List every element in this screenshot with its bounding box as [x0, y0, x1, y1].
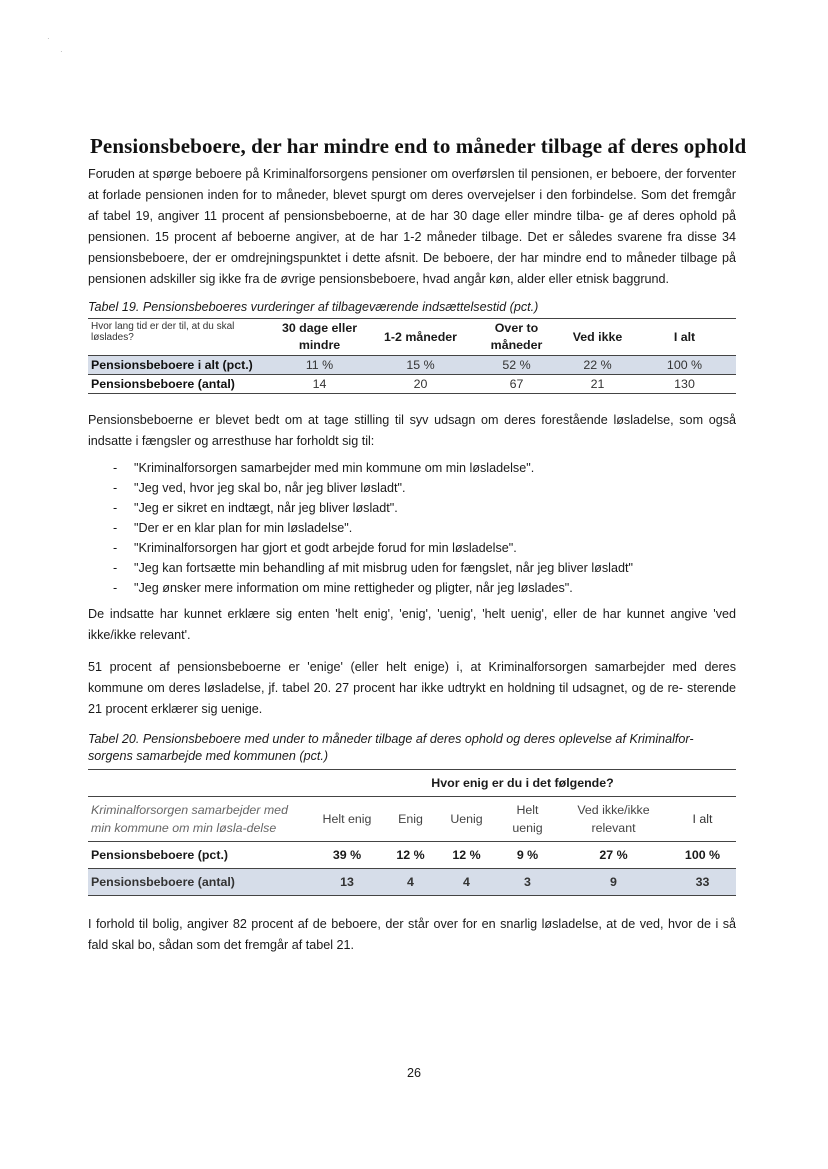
table-cell: 22 %	[562, 356, 633, 375]
page-content	[88, 134, 747, 956]
table20-header-row	[88, 797, 736, 842]
table-cell: 39 %	[332, 848, 362, 862]
table-cell: 130	[674, 377, 695, 391]
table19-header-row	[88, 319, 736, 356]
table-cell: 12 %	[396, 848, 425, 862]
list-item: - "Jeg er sikret en indtægt, når jeg bliver løsladt".	[113, 501, 398, 515]
table-cell: 12 %	[452, 848, 481, 862]
table-row	[88, 869, 736, 896]
table20-col-header: Enig	[398, 812, 423, 826]
table-19	[88, 318, 736, 394]
table20-col-header: Ved ikke/ikke relevant	[577, 803, 650, 835]
table-cell: 3	[497, 869, 558, 896]
statement-list	[88, 458, 736, 598]
table-cell: 11 %	[269, 356, 370, 375]
table20-col-header: I alt	[692, 812, 713, 826]
list-item: - "Kriminalforsorgen samarbejder med min kommune om min løsladelse".	[113, 461, 535, 475]
table20-col-header: Helt uenig	[512, 803, 543, 835]
table-cell: 9 %	[516, 848, 539, 862]
section-heading: Pensionsbeboere, der har mindre end to måneder tilbage af deres ophold	[90, 134, 747, 158]
table19-col-header: I alt	[673, 329, 696, 344]
table20-group-header-row	[88, 770, 736, 797]
page-number: 26	[406, 1066, 421, 1080]
table19-question: Hvor lang tid er der til, at du skal løslades?	[91, 321, 235, 343]
findings-paragraph: 51 procent af pensionsbeboerne er 'enige' (eller helt enige) i, at Kriminalforsorgen samarbejder med deres kommune om deres løsladelse, jf. tabel 20. 27 procent har ikke udtrykt en holdning til udsagnet, og de re- sterende 21 procent erklærer sig uenige.	[88, 660, 737, 716]
table19-col-header: Ved ikke	[572, 329, 623, 344]
table19-col-header: 30 dage eller mindre	[281, 321, 358, 352]
list-item: - "Der er en klar plan for min løsladelse".	[113, 521, 353, 535]
table-cell: 15 %	[370, 356, 471, 375]
table-cell: 13	[309, 869, 385, 896]
table-cell: 100 %	[633, 356, 736, 375]
scan-speck: ·	[60, 47, 63, 56]
list-item: - "Jeg ønsker mere information om mine rettigheder og pligter, når jeg løslades".	[113, 581, 573, 595]
row-label: Pensionsbeboere (pct.)	[91, 848, 229, 862]
list-item: - "Kriminalforsorgen har gjort et godt arbejde forud for min løsladelse".	[113, 541, 517, 555]
table-cell: 21	[590, 377, 605, 391]
table19-caption: Tabel 19. Pensionsbeboeres vurderinger af tilbageværende indsættelsestid (pct.)	[88, 300, 539, 314]
table20-col-header: Uenig	[450, 812, 483, 826]
scan-speck: ·	[47, 34, 50, 43]
table-cell: 52 %	[471, 356, 562, 375]
row-label: Pensionsbeboere (antal)	[88, 869, 309, 896]
row-label: Pensionsbeboere (antal)	[91, 377, 235, 391]
table20-group-header: Hvor enig er du i det følgende?	[431, 776, 614, 790]
table19-col-header: Over to måneder	[490, 321, 543, 352]
table19-col-header: 1-2 måneder	[383, 329, 457, 344]
list-item: - "Jeg ved, hvor jeg skal bo, når jeg bliver løsladt".	[113, 481, 406, 495]
row-label: Pensionsbeboere i alt (pct.)	[88, 356, 269, 375]
table-cell: 33	[669, 869, 736, 896]
list-item: - "Jeg kan fortsætte min behandling af mit misbrug uden for fængslet, når jeg bliver løsladt"	[113, 561, 633, 575]
statements-intro: Pensionsbeboerne er blevet bedt om at tage stilling til syv udsagn om deres forestående løsladelse, som også indsatte i fængsler og arresthuse har forholdt sig til:	[88, 413, 737, 448]
table-row	[88, 375, 736, 394]
table-cell: 14	[312, 377, 327, 391]
table-cell: 4	[436, 869, 497, 896]
table20-caption: Tabel 20. Pensionsbeboere med under to måneder tilbage af deres ophold og deres oplevelse af Kriminalfor- sorgens samarbejde med kommunen (pct.)	[88, 732, 694, 763]
table-cell: 20	[413, 377, 428, 391]
table-cell: 27 %	[599, 848, 628, 862]
table-row	[88, 842, 736, 869]
table-cell: 4	[385, 869, 436, 896]
table-cell: 67	[509, 377, 524, 391]
answer-options-paragraph: De indsatte har kunnet erklære sig enten 'helt enig', 'enig', 'uenig', 'helt uenig', eller de har kunnet angive 'ved ikke/ikke relevant'.	[88, 607, 737, 642]
table20-question: Kriminalforsorgen samarbejder med min kommune om min løsla-delse	[91, 803, 288, 835]
table-cell: 9	[558, 869, 669, 896]
intro-paragraph: Foruden at spørge beboere på Kriminalforsorgens pensioner om overførslen til pensionen, er beboere, der forventer at forlade pensionen inden for to måneder, blevet spurgt om deres overvejelser i den forbindelse. Som det fremgår af tabel 19, angiver 11 procent af pensionsbeboerne, at de har 30 dage eller mindre tilba- ge af deres ophold på pensionen. 15 procent af beboerne angiver, at de har 1-2 måneder tilbage. Det er således svarene fra disse 34 pensionsbeboere, der er omdrejningspunktet i dette afsnit. De beboere, der har mindre end to måneder tilbage på pensionen adskiller sig ikke fra de øvrige pensionsbeboere, hvad angår køn, alder eller etnisk baggrund.	[88, 167, 737, 286]
table-cell: 100 %	[684, 848, 721, 862]
housing-paragraph: I forhold til bolig, angiver 82 procent af de beboere, der står over for en snarlig løsladelse, at de ved, hvor de i så fald skal bo, sådan som det fremgår af tabel 21.	[88, 917, 736, 952]
table20-col-header: Helt enig	[322, 812, 372, 826]
table-20	[88, 769, 736, 896]
table-row	[88, 356, 736, 375]
